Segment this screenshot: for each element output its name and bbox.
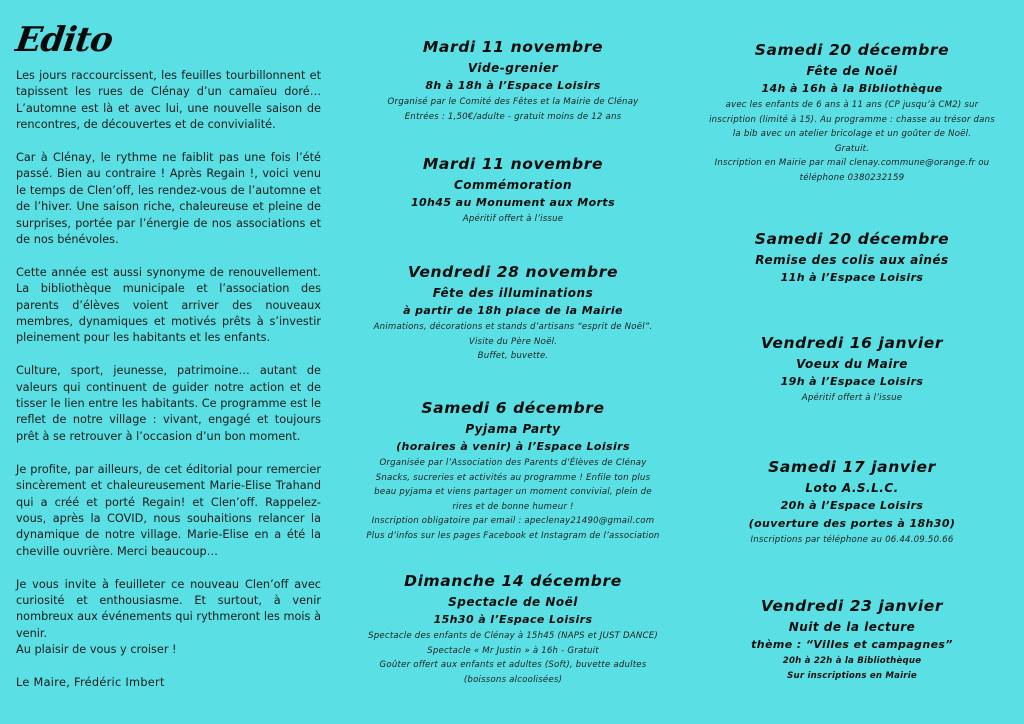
event-detail: (boissons alcoolisées) bbox=[463, 674, 563, 685]
edito-section bbox=[13, 18, 321, 691]
event-detail: rires et de bonne humeur ! bbox=[452, 501, 574, 512]
edito-signature: Le Maire, Frédéric Imbert bbox=[16, 675, 165, 689]
event-title: Vide-grenier bbox=[467, 61, 559, 75]
event-vide-grenier bbox=[352, 36, 674, 124]
event-date: Dimanche 14 décembre bbox=[404, 572, 622, 590]
event-detail: téléphone 0380232159 bbox=[799, 172, 905, 183]
event-detail: beau pyjama et viens partager un moment convivial, plein de bbox=[374, 487, 652, 497]
event-title: Commémoration bbox=[453, 178, 573, 192]
event-detail: Snacks, sucreries et activités au programme ! Enfile ton plus bbox=[375, 472, 651, 483]
event-title: Loto A.S.L.C. bbox=[805, 481, 899, 495]
event-detail: Apéritif offert à l’issue bbox=[801, 393, 903, 403]
event-date: Vendredi 23 janvier bbox=[760, 597, 944, 615]
event-detail: Spectacle « Mr Justin » à 16h - Gratuit bbox=[427, 645, 599, 656]
edito-title: Edito bbox=[13, 20, 115, 60]
event-title: Remise des colis aux aînés bbox=[755, 253, 949, 267]
event-spectacle-noel bbox=[352, 570, 674, 687]
event-title: Voeux du Maire bbox=[796, 357, 908, 371]
event-fete-illuminations bbox=[352, 261, 674, 364]
event-loto bbox=[690, 456, 1014, 548]
event-date: Vendredi 28 novembre bbox=[407, 263, 619, 281]
event-title: Nuit de la lecture bbox=[788, 620, 916, 634]
event-detail: Buffet, buvette. bbox=[477, 351, 549, 361]
event-detail: Gratuit. bbox=[834, 143, 870, 154]
event-time: 14h à 16h à la Bibliothèque bbox=[761, 82, 943, 95]
edito-paragraph: Culture, sport, jeunesse, patrimoine… autant de valeurs qui continuent de guider notre action et de tisser le lien entre les habitants. Ce programme est le reflet de notre village : vivant, engagé et toujours prêt à se retrouver à l’occasion d’un bon moment. bbox=[16, 364, 321, 443]
event-time: 20h à l’Espace Loisirs bbox=[780, 499, 924, 512]
event-time: 8h à 18h à l’Espace Loisirs bbox=[425, 79, 601, 92]
event-detail: Inscription obligatoire par email : apeclenay21490@gmail.com bbox=[371, 516, 655, 526]
event-commemoration bbox=[352, 153, 674, 227]
event-time: à partir de 18h place de la Mairie bbox=[403, 304, 623, 317]
event-remise-colis bbox=[690, 228, 1014, 287]
event-detail: Organisée par l’Association des Parents d’Élèves de Clénay bbox=[379, 458, 647, 468]
event-detail: Spectacle des enfants de Clénay à 15h45 (NAPS et JUST DANCE) bbox=[368, 631, 658, 641]
event-detail: Entrées : 1,50€/adulte - gratuit moins de 12 ans bbox=[404, 111, 622, 122]
edito-paragraph: Car à Clénay, le rythme ne faiblit pas une fois l’été passé. Bien au contraire ! Après Regain !, voici venu le temps de Clen’off, les rendez-vous de l’automne et de l’hiver. Une saison riche, chaleureuse et pleine de surprises, portée par l’énergie de nos associations et de nos bénévoles. bbox=[16, 151, 321, 247]
event-time: (horaires à venir) à l’Espace Loisirs bbox=[396, 440, 630, 453]
edito-paragraph: Je profite, par ailleurs, de cet éditorial pour remercier sincèrement et chaleureusement Marie-Elise Trahand qui a créé et porté Regain! et Clen’off. Rappelez-vous, après la COVID, nous souhaitions relancer la dynamique de notre village. Marie-Elise en a été la cheville ouvrière. Merci beaucoup… bbox=[16, 462, 321, 558]
event-date: Mardi 11 novembre bbox=[422, 38, 604, 56]
edito-closing: Au plaisir de vous y croiser ! bbox=[16, 643, 177, 657]
event-pyjama-party bbox=[352, 397, 674, 543]
event-detail: Inscription en Mairie par mail clenay.commune@orange.fr ou bbox=[714, 158, 990, 168]
event-detail: Inscriptions par téléphone au 06.44.09.50.66 bbox=[750, 535, 954, 545]
event-detail: Goûter offert aux enfants et adultes (Soft), buvette adultes bbox=[379, 660, 647, 670]
event-detail: Visite du Père Noël. bbox=[468, 336, 558, 347]
event-date: Samedi 20 décembre bbox=[754, 230, 950, 248]
event-nuit-lecture bbox=[690, 595, 1014, 683]
event-detail: Organisé par le Comité des Fêtes et la Mairie de Clénay bbox=[387, 97, 639, 107]
event-detail: Apéritif offert à l’issue bbox=[462, 214, 564, 224]
event-title: Fête des illuminations bbox=[432, 286, 594, 300]
event-fete-de-noel bbox=[690, 39, 1014, 185]
event-date: Mardi 11 novembre bbox=[422, 155, 604, 173]
edito-paragraph: Cette année est aussi synonyme de renouvellement. La bibliothèque municipale et l’association des parents d’élèves voient arriver des nouveaux membres, dynamiques et motivés prêts à s’investir pleinement pour les habitants et les enfants. bbox=[16, 265, 321, 345]
event-time: 10h45 au Monument aux Morts bbox=[410, 196, 616, 209]
event-date: Samedi 6 décembre bbox=[421, 399, 605, 417]
event-voeux-maire bbox=[690, 332, 1014, 406]
event-date: Samedi 20 décembre bbox=[754, 41, 950, 59]
event-date: Samedi 17 janvier bbox=[768, 458, 936, 476]
edito-paragraph: Les jours raccourcissent, les feuilles tourbillonnent et tapissent les rues de Clénay d’un camaïeu doré… L’automne est là et avec lui, une nouvelle saison de rencontres, de découvertes et de convivialité. bbox=[16, 69, 321, 132]
event-date: Vendredi 16 janvier bbox=[760, 334, 944, 352]
event-detail: 20h à 22h à la Bibliothèque bbox=[782, 656, 922, 666]
event-time-secondary: (ouverture des portes à 18h30) bbox=[748, 517, 956, 530]
event-title: Pyjama Party bbox=[465, 422, 561, 436]
event-detail: avec les enfants de 6 ans à 11 ans (CP jusqu’à CM2) sur bbox=[725, 100, 979, 110]
event-detail: la bib avec un atelier bricolage et un goûter de Noël. bbox=[732, 129, 972, 139]
event-theme: thème : “Villes et campagnes” bbox=[751, 638, 953, 651]
event-time: 15h30 à l’Espace Loisirs bbox=[433, 613, 593, 626]
event-time: 19h à l’Espace Loisirs bbox=[780, 375, 924, 388]
event-detail: Animations, décorations et stands d’artisans “esprit de Noël”. bbox=[373, 322, 653, 332]
event-detail: Sur inscriptions en Mairie bbox=[787, 670, 917, 681]
edito-paragraph: Je vous invite à feuilleter ce nouveau Clen’off avec curiosité et enthousiasme. Et surtout, à venir nombreux aux événements qui rythmeront les mois à venir. bbox=[16, 577, 321, 640]
event-time: 11h à l’Espace Loisirs bbox=[780, 271, 924, 284]
event-detail: inscription (limité à 15). Au programme : chasse au trésor dans bbox=[709, 114, 995, 125]
event-title: Spectacle de Noël bbox=[448, 595, 578, 609]
event-title: Fête de Noël bbox=[806, 64, 898, 78]
event-detail: Plus d’infos sur les pages Facebook et Instagram de l’association bbox=[366, 530, 660, 541]
